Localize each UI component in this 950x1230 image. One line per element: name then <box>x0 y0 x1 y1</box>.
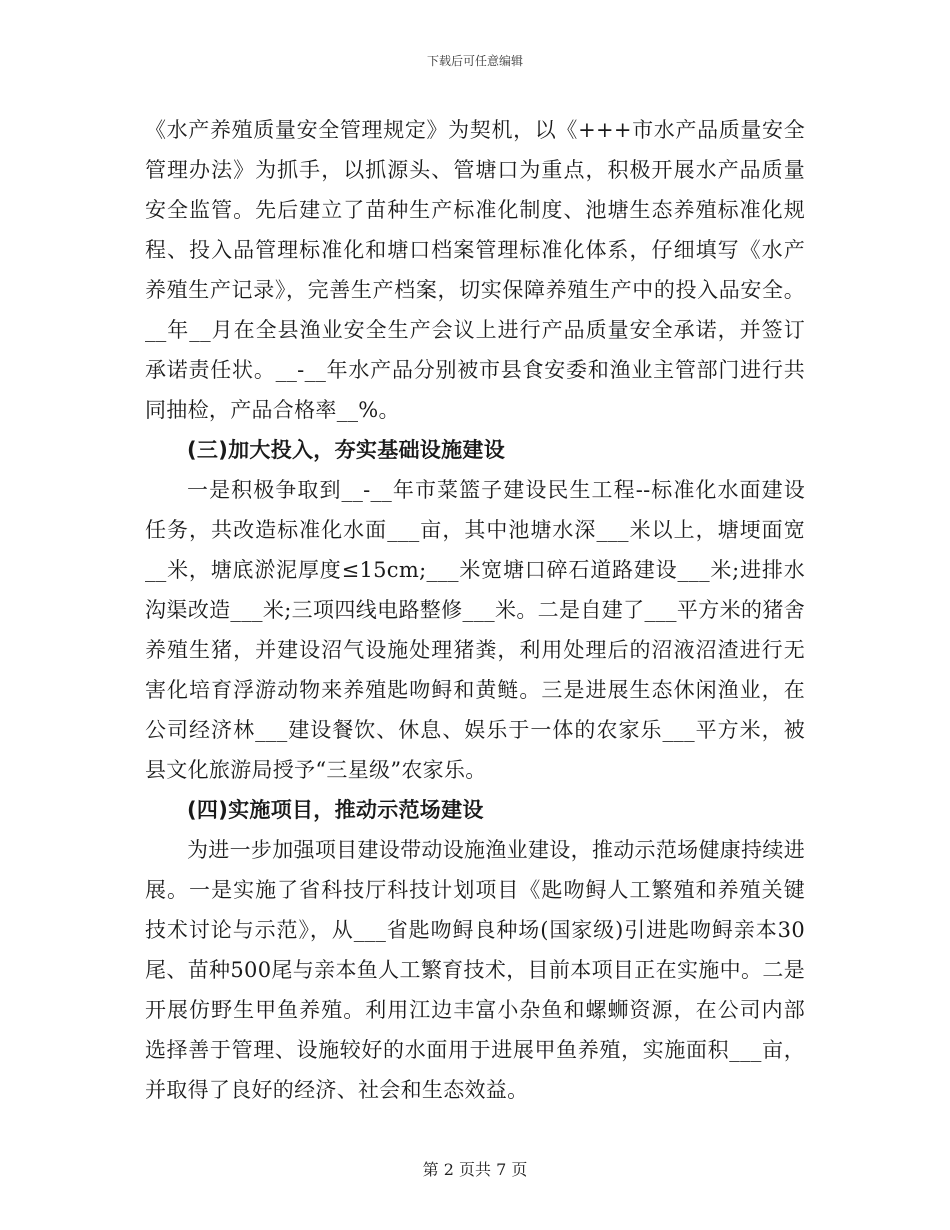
paragraph-quality-safety: 《水产养殖质量安全管理规定》为契机，以《+++市水产品质量安全管理办法》为抓手，以抓源头、管塘口为重点，积极开展水产品质量安全监管。先后建立了苗种生产标准化制度、池塘生态养殖标准化规程、投入品管理标准化和塘口档案管理标准化体系，仔细填写《水产养殖生产记录》，完善生产档案，切实保障养殖生产中的投入品安全。__年__月在全县渔业安全生产会议上进行产品质量安全承诺，并签订承诺责任状。__-__年水产品分别被市县食安委和渔业主管部门进行共同抽检，产品合格率__%。 <box>145 118 805 422</box>
page-header: 下载后可任意编辑 <box>426 54 523 68</box>
page-number: 第 2 页共 7 页 <box>422 1160 528 1179</box>
section-heading-4: (四)实施项目，推动示范场建设 <box>187 798 484 822</box>
paragraph-projects: 为进一步加强项目建设带动设施渔业建设，推动示范场健康持续进展。一是实施了省科技厅科技计划项目《匙吻鲟人工繁殖和养殖关键技术讨论与示范》，从___省匙吻鲟良种场(国家级)引进匙吻鲟亲本30尾、苗种500尾与亲本鱼人工繁育技术，目前本项目正在实施中。二是开展仿野生甲鱼养殖。利用江边丰富小杂鱼和螺蛳资源，在公司内部选择善于管理、设施较好的水面用于进展甲鱼养殖，实施面积___亩，并取得了良好的经济、社会和生态效益。 <box>145 838 805 1102</box>
document-body <box>145 110 805 1110</box>
section-heading-3: (三)加大投入，夯实基础设施建设 <box>187 438 505 462</box>
paragraph-infrastructure: 一是积极争取到__-__年市菜篮子建设民生工程--标准化水面建设任务，共改造标准化水面___亩，其中池塘水深___米以上，塘埂面宽__米，塘底淤泥厚度≤15cm;___米宽塘口碎石道路建设___米;进排水沟渠改造___米;三项四线电路整修___米。二是自建了___平方米的猪舍养殖生猪，并建设沼气设施处理猪粪，利用处理后的沼液沼渣进行无害化培育浮游动物来养殖匙吻鲟和黄鲢。三是进展生态休闲渔业，在公司经济林___建设餐饮、休息、娱乐于一体的农家乐___平方米，被县文化旅游局授予“三星级”农家乐。 <box>145 478 805 782</box>
